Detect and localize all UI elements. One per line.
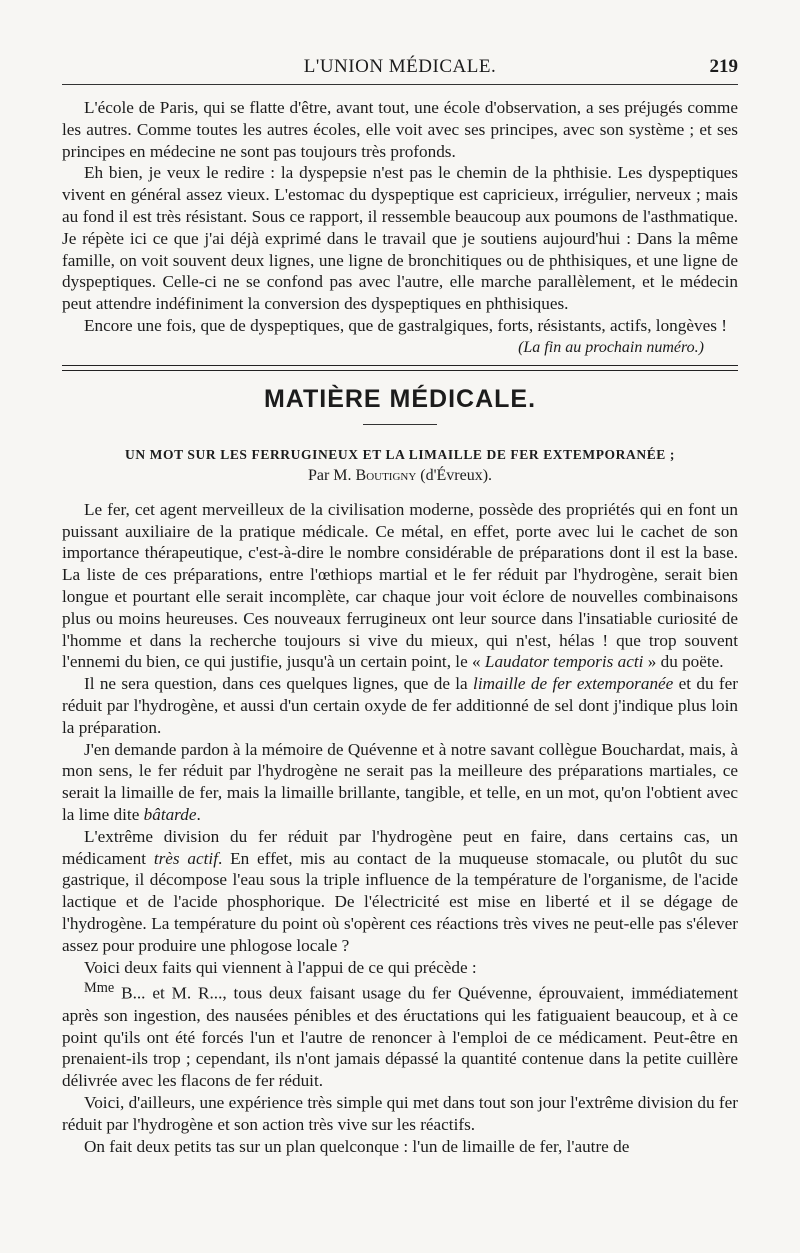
journal-title: L'UNION MÉDICALE. (303, 56, 497, 77)
italic-run: très actif (153, 848, 218, 868)
byline-suffix: (d'Évreux). (420, 466, 493, 484)
page (62, 50, 738, 1157)
byline (62, 467, 738, 485)
paragraph (62, 673, 738, 738)
paragraph (62, 826, 738, 957)
running-head (62, 50, 738, 85)
title-rule (363, 424, 437, 425)
paragraph (62, 499, 738, 673)
italic-run: bâtarde (143, 804, 197, 824)
text-run: . En effet, mis au contact de la muqueuse stomacale, ou plutôt du suc gastrique, il décompose l'eau sous la triple influence de la température de l'organisme, de l'acide lactique et de l'acide phosphorique. De l'électricité est mise en liberté et il se dégage de l'hydrogène. La température du point où s'opèrent ces réactions très vives ne peut-elle pas s'élever assez pour produire une phlogose locale ? (62, 848, 738, 955)
byline-prefix: Par M. (307, 466, 352, 484)
superscript: Mme (84, 980, 115, 997)
paragraph: Voici deux faits qui viennent à l'appui de ce qui précède : (84, 957, 477, 977)
text-run: » du poëte. (643, 652, 724, 672)
text-run: et du fer réduit par l'hydrogène, et aussi d'un certain oxyde de fer additionné de sel dont j'indique plus loin la préparation. (62, 674, 738, 737)
section-divider (62, 365, 738, 371)
paragraph: L'école de Paris, qui se flatte d'être, avant tout, une école d'observation, a ses préjugés comme les autres. Comme toutes les autres écoles, elle voit avec ses principes, avec son système ; et ses principes en médecine ne sont pas toujours très profonds. (62, 98, 738, 161)
paragraph: Eh bien, je veux le redire : la dyspepsie n'est pas le chemin de la phthisie. Les dyspeptiques vivent en général assez vieux. L'estomac du dyspeptique est capricieux, irrégulier, nerveux ; mais au fond il est très résistant. Sous ce rapport, il ressemble beaucoup aux poumons de l'asthmatique. Je répète ici ce que j'ai déjà exprimé dans le travail que je soutiens aujourd'hui : Dans la même famille, on voit souvent deux lignes, une ligne de bronchitiques ou de phthisiques, et une ligne de dyspeptiques. Celle-ci ne se confond pas avec l'autre, elle marche parallèlement, et le médecin peut attendre indéfiniment la conversion des dyspeptiques en phthisiques. (62, 163, 738, 314)
paragraph (62, 739, 738, 826)
continuation-note: (La fin au prochain numéro.) (518, 338, 704, 356)
italic-run: Laudator temporis acti (484, 652, 644, 672)
text-run: L'extrême division du fer réduit par l'hydrogène peut en faire, dans certains cas, un médicament (62, 826, 738, 868)
byline-author: Boutigny (355, 466, 417, 484)
text-run: . (196, 804, 201, 824)
paragraph: On fait deux petits tas sur un plan quelconque : l'un de limaille de fer, l'autre de (84, 1136, 630, 1156)
text-run: Il ne sera question, dans ces quelques lignes, que de la (84, 674, 474, 694)
italic-run: limaille de fer extemporanée (473, 674, 674, 694)
paragraph: Encore une fois, que de dyspeptiques, que de gastralgiques, forts, résistants, actifs, longèves ! (84, 315, 727, 335)
section-title: MATIÈRE MÉDICALE. (263, 384, 537, 413)
text-run: Le fer, cet agent merveilleux de la civilisation moderne, possède des propriétés qui en font un puissant auxiliaire de la pratique médicale. Ce métal, en effet, porte avec lui le cachet de son importance thérapeutique, c'est-à-dire le nombre considérable de préparations dont il est la base. La liste de ces préparations, entre l'œthiops martial et le fer réduit par l'hydrogène, serait bien longue et pourtant elle serait incomplète, car chaque jour voit éclore de nouvelles combinaisons plus ou moins heureuses. Ces nouveaux ferrugineux ont leur source dans l'insatiable curiosité de l'homme et dans la recherche toujours si vive du mieux, qui n'est, hélas ! que trop souvent l'ennemi du bien, ce qui justifie, jusqu'à un certain point, le « (62, 499, 738, 672)
paragraph (62, 978, 738, 1092)
text-run: B... et M. R..., tous deux faisant usage du fer Quévenne, éprouvaient, immédiatement après son ingestion, des nausées pénibles et des éructations qui les fatiguaient beaucoup, et à ce point qu'ils ont été forcés l'un et l'autre de renoncer à l'emploi de ce médicament. Peut-être en prenaient-ils trop ; cependant, ils n'ont jamais dépassé la quantité contenue dans la petite cuillère délivrée avec les flacons de fer réduit. (62, 984, 738, 1091)
page-number: 219 (709, 56, 738, 77)
paragraph: Voici, d'ailleurs, une expérience très simple qui met dans tout son jour l'extrême division du fer réduit par l'hydrogène et son action très vive sur les réactifs. (62, 1093, 738, 1134)
text-run: J'en demande pardon à la mémoire de Quévenne et à notre savant collègue Bouchardat, mais, à mon sens, le fer réduit par l'hydrogène ne serait pas la meilleure des préparations martiales, ce serait la limaille de fer, mais la limaille brillante, tangible, et telle, en un mot, qu'on l'obtient avec la lime dite (62, 739, 738, 824)
article-title: UN MOT SUR LES FERRUGINEUX ET LA LIMAILLE DE FER EXTEMPORANÉE ; (124, 446, 675, 462)
